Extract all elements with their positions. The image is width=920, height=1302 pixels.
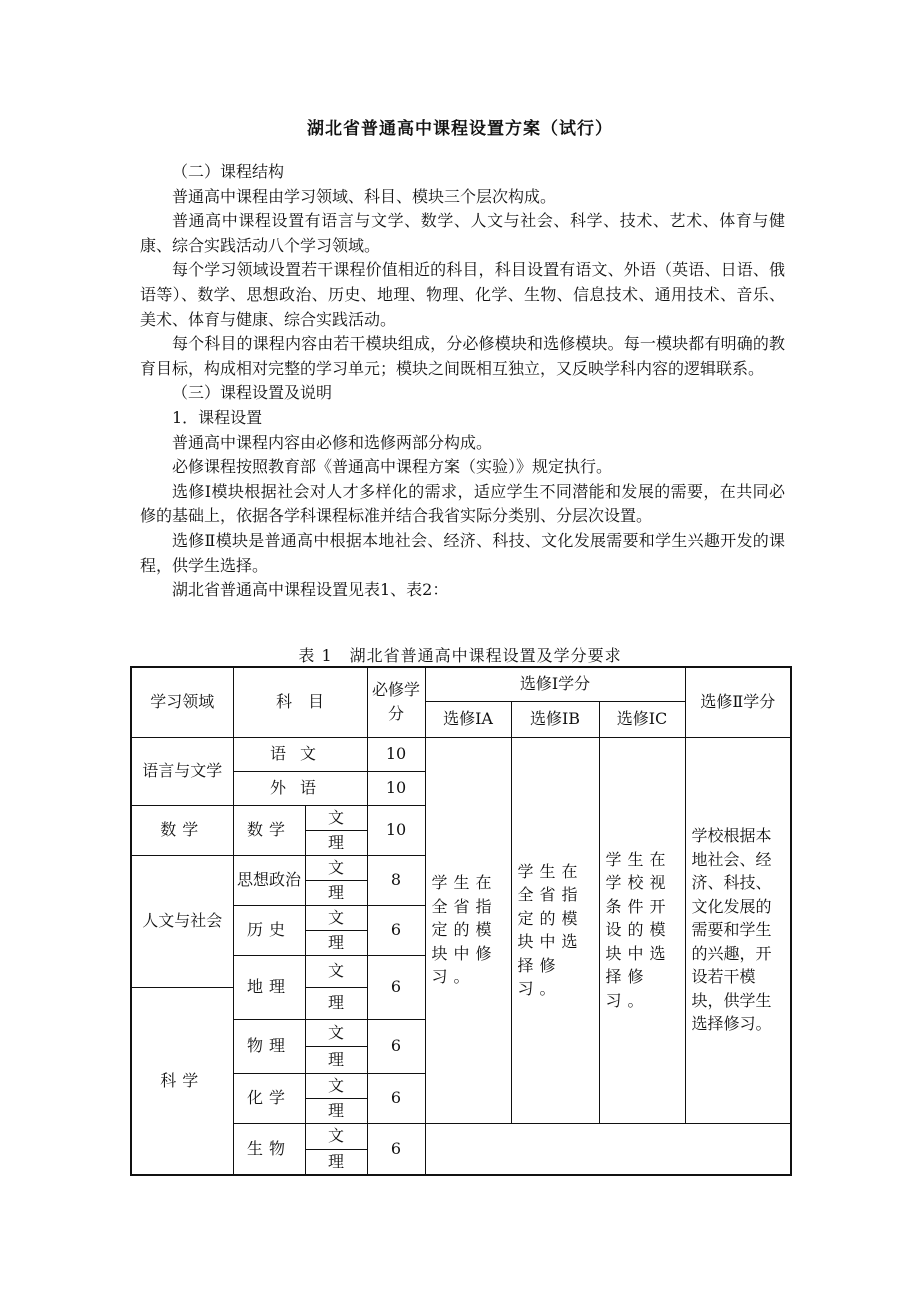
track-arts: 文 [305,1073,367,1098]
track-arts: 文 [305,1019,367,1046]
credit-history: 6 [367,905,425,955]
paragraph: 每个学习领域设置若干课程价值相近的科目，科目设置有语文、外语（英语、日语、俄语等）、数学、思想政治、历史、地理、物理、化学、生物、信息技术、通用技术、音乐、美术、体育与健康、综合实践活动。 [140,260,785,329]
header-required: 必修学分 [367,667,425,737]
section-heading-settings: （三）课程设置及说明 [172,383,333,403]
paragraph: 湖北省普通高中课程设置见表1、表2： [172,580,449,600]
track-arts: 文 [305,955,367,987]
document-title: 湖北省普通高中课程设置方案（试行） [307,119,613,139]
track-science: 理 [305,987,367,1019]
subsection-heading: 1．课程设置 [172,407,263,427]
elective1a-desc: 学生在全省指定的模块中修习。 [425,737,511,1123]
credit-foreign: 10 [367,771,425,805]
table-caption: 表 1 湖北省普通高中课程设置及学分要求 [298,646,622,665]
track-arts: 文 [305,855,367,880]
credit-math: 10 [367,805,425,855]
area-humanities: 人文与社会 [131,855,233,987]
paragraph: 每个科目的课程内容由若干模块组成，分必修模块和选修模块。每一模块都有明确的教育目标，构成相对完整的学习单元；模块之间既相互独立，又反映学科内容的逻辑联系。 [140,334,785,378]
credit-geography: 6 [367,955,425,1019]
header-elective1a: 选修ⅠA [425,701,511,737]
course-table [130,666,792,1176]
subject-chinese: 语文 [233,737,367,771]
subject-politics: 思想政治 [233,855,305,905]
area-science: 科学 [131,987,233,1175]
paragraph: 选修Ⅰ模块根据社会对人才多样化的需求，适应学生不同潜能和发展的需要，在共同必修的基础上，依据各学科课程标准并结合我省实际分类别、分层次设置。 [140,481,785,526]
elective2-desc: 学校根据本地社会、经济、科技、文化发展的需要和学生的兴趣，开设若干模块，供学生选择修习。 [685,737,791,1123]
subject-chemistry: 化学 [233,1073,305,1123]
subject-geography: 地理 [233,955,305,1019]
subject-math: 数学 [233,805,305,855]
header-area: 学习领域 [131,667,233,737]
elective1c-desc: 学生在学校视条件开设的模块中选择修习。 [599,737,685,1123]
track-science: 理 [305,930,367,955]
track-science: 理 [305,1046,367,1073]
credit-biology: 6 [367,1123,425,1175]
header-elective2: 选修Ⅱ学分 [685,667,791,737]
subject-foreign: 外语 [233,771,367,805]
paragraph: 普通高中课程由学习领域、科目、模块三个层次构成。 [172,186,557,206]
track-science: 理 [305,1098,367,1123]
track-arts: 文 [305,805,367,830]
header-subject: 科 目 [233,667,367,737]
track-arts: 文 [305,905,367,930]
subject-history: 历史 [233,905,305,955]
section-heading-structure: （二）课程结构 [172,162,285,181]
elective1b-desc: 学生在全省指定的模块中选择修习。 [511,737,599,1123]
header-elective1c: 选修ⅠC [599,701,685,737]
credit-chemistry: 6 [367,1073,425,1123]
credit-physics: 6 [367,1019,425,1073]
header-elective1b: 选修ⅠB [511,701,599,737]
header-elective1: 选修Ⅰ学分 [425,667,685,701]
area-language: 语言与文学 [131,737,233,805]
track-science: 理 [305,1149,367,1175]
track-science: 理 [305,880,367,905]
paragraph: 普通高中课程设置有语言与文学、数学、人文与社会、科学、技术、艺术、体育与健康、综合实践活动八个学习领域。 [140,211,785,255]
paragraph: 必修课程按照教育部《普通高中课程方案（实验）》规定执行。 [172,457,613,477]
paragraph: 普通高中课程内容由必修和选修两部分构成。 [172,432,493,452]
subject-biology: 生物 [233,1123,305,1175]
body-text [140,160,785,603]
track-science: 理 [305,830,367,855]
area-math: 数学 [131,805,233,855]
track-arts: 文 [305,1123,367,1149]
credit-chinese: 10 [367,737,425,771]
credit-politics: 8 [367,855,425,905]
subject-physics: 物理 [233,1019,305,1073]
paragraph: 选修Ⅱ模块是普通高中根据本地社会、经济、科技、文化发展需要和学生兴趣开发的课程，供学生选择。 [140,530,785,575]
